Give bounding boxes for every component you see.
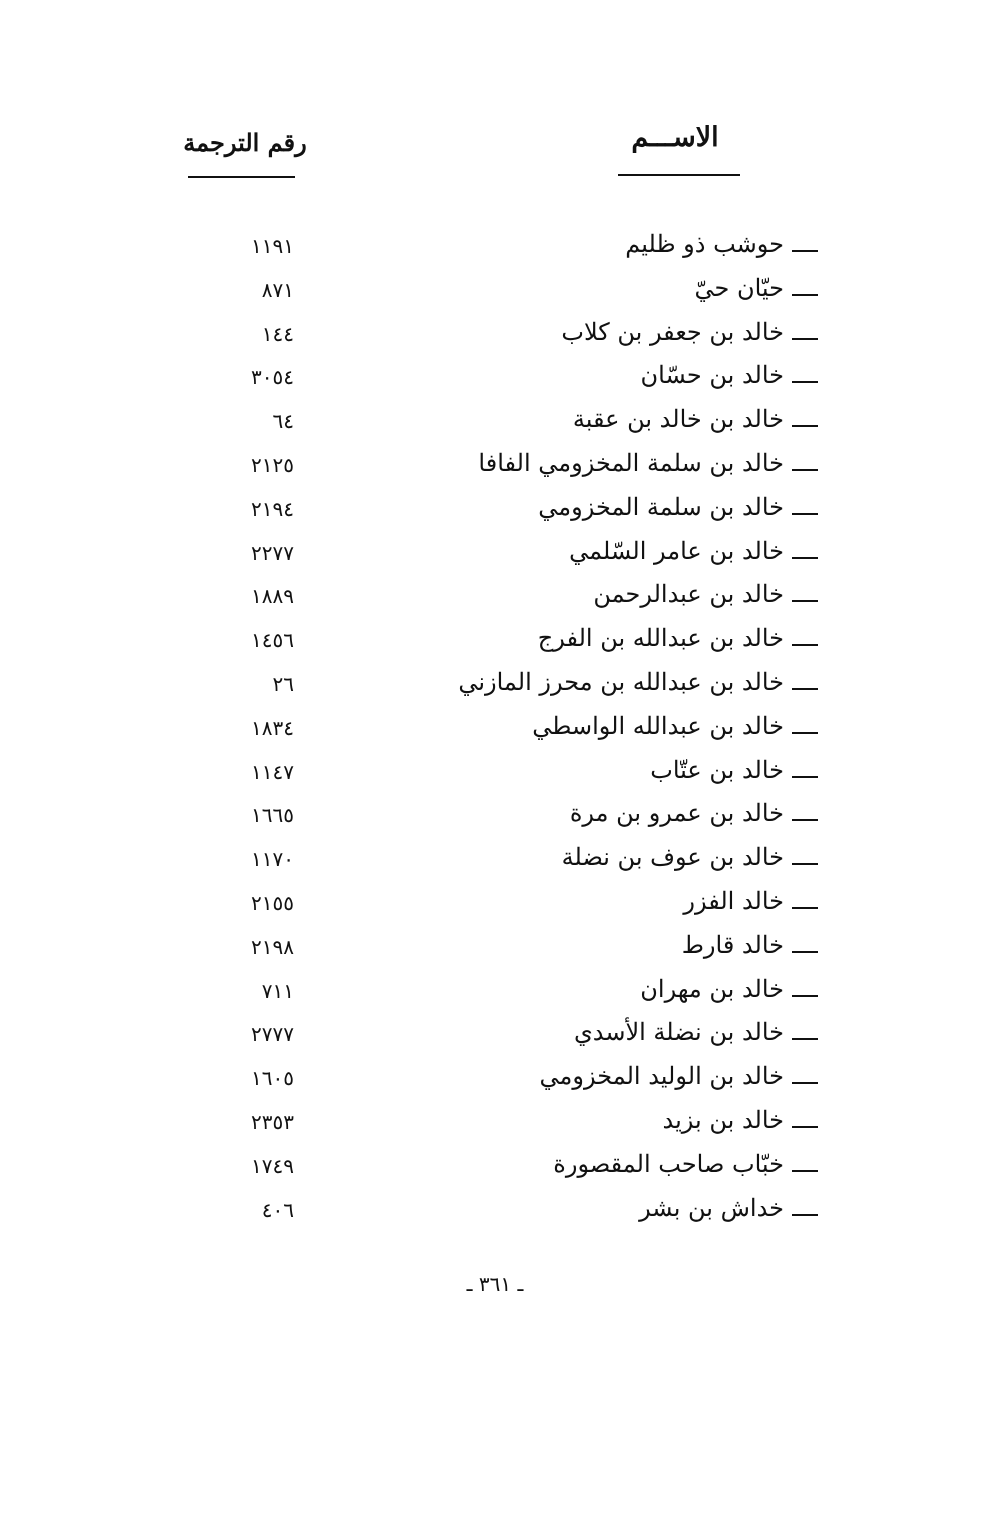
column-header-number-underline [188,176,295,178]
entry-name: خالد بن عتّاب [650,755,784,784]
entry-dash [792,1170,818,1172]
entry-name: خالد بن عمرو بن مرة [569,799,784,828]
entry-number: ٢١٩٤ [251,496,294,521]
entry-number: ١١٩١ [251,234,294,258]
entry-dash [792,907,818,909]
page-number: ـ ٣٦١ ـ [466,1272,524,1296]
index-entry [0,576,1006,620]
entry-name: خالد بن بزيد [662,1105,784,1134]
column-header-name: الاســـم [631,122,719,153]
entry-name: حيّان حيّ [694,273,784,302]
entry-dash [792,863,818,865]
entry-number: ٢١٥٥ [251,890,294,915]
index-entry [0,839,1006,883]
entry-name: خالد بن خالد بن عقبة [572,405,784,434]
index-entry [0,357,1006,401]
entry-dash [792,600,818,602]
entry-name: خالد بن سلمة المخزومي الفافا [478,448,784,477]
entry-dash [792,469,818,471]
entry-name: خالد بن عبدالرحمن [593,580,784,609]
entry-dash [792,776,818,778]
index-entries [0,226,1006,1233]
entry-name: خالد بن حسّان [640,361,784,390]
index-entry [0,533,1006,577]
index-entry [0,1014,1006,1058]
entry-name: خالد بن مهران [640,974,784,1003]
entry-number: ٢٧٧٧ [251,1022,294,1047]
entry-number: ١١٧٠ [251,847,294,872]
entry-name: خداش بن بشر [639,1193,784,1222]
column-header-name-underline [618,174,740,176]
entry-number: ٢١٩٨ [251,934,294,959]
entry-name: خبّاب صاحب المقصورة [553,1149,784,1178]
index-entry [0,927,1006,971]
index-entry [0,1102,1006,1146]
entry-name: خالد بن جعفر بن كلاب [561,317,784,346]
entry-name: خالد بن عامر السّلمي [569,536,784,565]
entry-dash [792,995,818,997]
index-entry [0,1146,1006,1190]
entry-number: ١٤٥٦ [251,628,294,653]
entry-name: خالد بن الوليد المخزومي [539,1062,784,1091]
entry-dash [792,1082,818,1084]
entry-dash [792,1038,818,1040]
entry-number: ٦٤ [272,409,294,434]
entry-dash [792,951,818,953]
index-entry [0,445,1006,489]
entry-name: خالد الفزر [683,886,784,915]
entry-number: ١٧٤٩ [251,1153,294,1178]
entry-number: ٢٦ [272,671,294,696]
entry-number: ٧١١ [261,978,294,1003]
index-entry [0,1190,1006,1234]
index-entry [0,971,1006,1015]
entry-dash [792,819,818,821]
index-entry [0,1058,1006,1102]
entry-dash [792,1214,818,1216]
entry-number: ١٦٦٥ [251,803,294,828]
entry-number: ٨٧١ [261,277,294,302]
index-entry [0,270,1006,314]
entry-dash [792,381,818,383]
column-header-number: رقم الترجمة [183,128,307,157]
index-entry [0,708,1006,752]
entry-dash [792,338,818,340]
entry-name: خالد قارط [681,930,784,959]
entry-number: ٤٠٦ [261,1197,294,1222]
entry-number: ١٨٨٩ [251,584,294,609]
entry-number: ٢٢٧٧ [251,540,294,565]
entry-number: ١٨٣٤ [251,715,294,740]
entry-dash [792,294,818,296]
entry-name: حوشب ذو ظليم [625,230,784,258]
entry-number: ١٤٤ [261,321,294,346]
index-entry [0,401,1006,445]
entry-name: خالد بن عبدالله بن الفرج [537,624,784,653]
entry-number: ٢٣٥٣ [251,1109,294,1134]
entry-number: ٢١٢٥ [251,452,294,477]
index-entry [0,795,1006,839]
entry-number: ١١٤٧ [251,759,294,784]
entry-dash [792,688,818,690]
entry-number: ٣٠٥٤ [251,365,294,390]
index-entry [0,314,1006,358]
entry-dash [792,644,818,646]
entry-name: خالد بن عبدالله الواسطي [532,711,784,740]
entry-name: خالد بن عبدالله بن محرز المازني [458,667,784,696]
index-entry [0,489,1006,533]
index-entry [0,752,1006,796]
entry-number: ١٦٠٥ [251,1066,294,1091]
entry-dash [792,513,818,515]
index-entry [0,226,1006,270]
entry-dash [792,1126,818,1128]
entry-dash [792,732,818,734]
index-entry [0,664,1006,708]
entry-name: خالد بن عوف بن نضلة [561,843,784,872]
entry-dash [792,557,818,559]
index-entry [0,620,1006,664]
entry-dash [792,425,818,427]
entry-dash [792,250,818,252]
entry-name: خالد بن سلمة المخزومي [538,492,784,521]
entry-name: خالد بن نضلة الأسدي [573,1018,784,1047]
index-entry [0,883,1006,927]
